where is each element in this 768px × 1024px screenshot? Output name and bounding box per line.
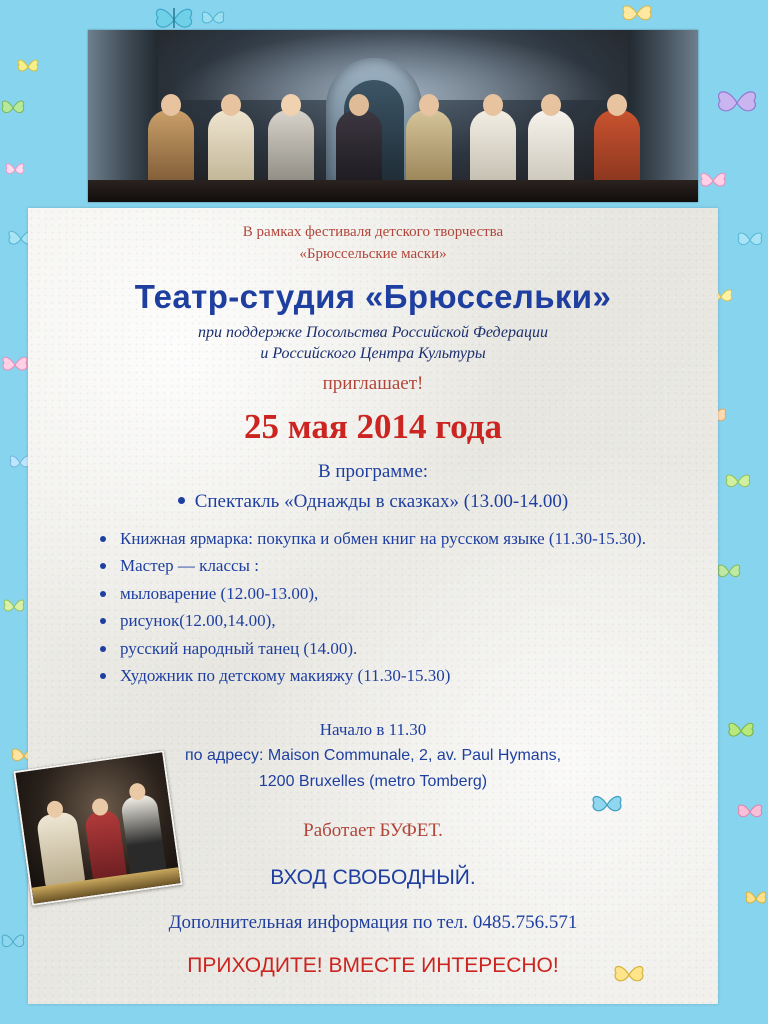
list-item: Мастер — классы :: [98, 552, 684, 580]
program-main-item: [62, 491, 684, 513]
festival-subtitle-line1: В рамках фестиваля детского творчества: [242, 224, 504, 240]
butterfly-icon: [736, 800, 764, 822]
invites-text: приглашает!: [322, 372, 424, 394]
butterfly-icon: [16, 56, 40, 76]
support-text: [62, 322, 684, 365]
bottom-performers-photo: [13, 750, 182, 906]
free-entry-note: ВХОД СВОБОДНЫЙ.: [270, 866, 476, 890]
list-item: русский народный танец (14.00).: [98, 635, 684, 663]
support-line-1: при поддержке Посольства Российской Федерации: [198, 323, 548, 341]
bullet-icon: [178, 497, 185, 504]
butterfly-icon: [716, 560, 742, 582]
butterfly-icon: [724, 470, 752, 492]
list-item: Книжная ярмарка: покупка и обмен книг на русском языке (11.30-15.30).: [98, 525, 684, 553]
top-stage-photo: [88, 30, 698, 202]
program-main-item-label: Спектакль «Однажды в сказках» (13.00-14.00): [194, 490, 569, 512]
festival-subtitle: [62, 222, 684, 266]
buffet-note: Работает БУФЕТ.: [303, 820, 443, 842]
butterfly-icon: [714, 84, 760, 120]
festival-subtitle-line2: «Брюссельские маски»: [299, 245, 447, 262]
butterfly-icon: [0, 96, 26, 118]
butterfly-icon: [726, 718, 756, 742]
page-title: Театр-студия «Брюссельки»: [134, 277, 612, 315]
address-line-2: 1200 Bruxelles (metro Tomberg): [258, 772, 488, 790]
stage-floor: [88, 180, 698, 202]
butterfly-icon: [744, 888, 768, 908]
support-line-2: и Российского Центра Культуры: [260, 345, 486, 363]
butterfly-icon: [200, 8, 226, 28]
address-line-1: по адресу: Maison Communale, 2, av. Paul Hymans,: [184, 747, 562, 765]
butterfly-icon: [2, 596, 26, 616]
program-list: [62, 525, 684, 690]
butterfly-icon: [0, 930, 26, 952]
list-item: Художник по детскому макияжу (11.30-15.30): [98, 662, 684, 690]
butterfly-icon: [620, 0, 654, 26]
list-item: мыловарение (12.00-13.00),: [98, 580, 684, 608]
start-time: Начало в 11.30: [319, 719, 427, 739]
butterfly-icon: [736, 228, 764, 250]
list-item: рисунок(12.00,14.00),: [98, 607, 684, 635]
event-date: 25 мая 2014 года: [243, 406, 502, 446]
contact-phone: Дополнительная информация по тел. 0485.756.571: [168, 912, 578, 934]
program-heading: В программе:: [317, 460, 429, 482]
call-to-action: ПРИХОДИТЕ! ВМЕСТЕ ИНТЕРЕСНО!: [187, 954, 559, 978]
butterfly-icon: [698, 168, 728, 192]
butterfly-icon: [4, 160, 26, 178]
butterfly-icon: [0, 352, 30, 376]
